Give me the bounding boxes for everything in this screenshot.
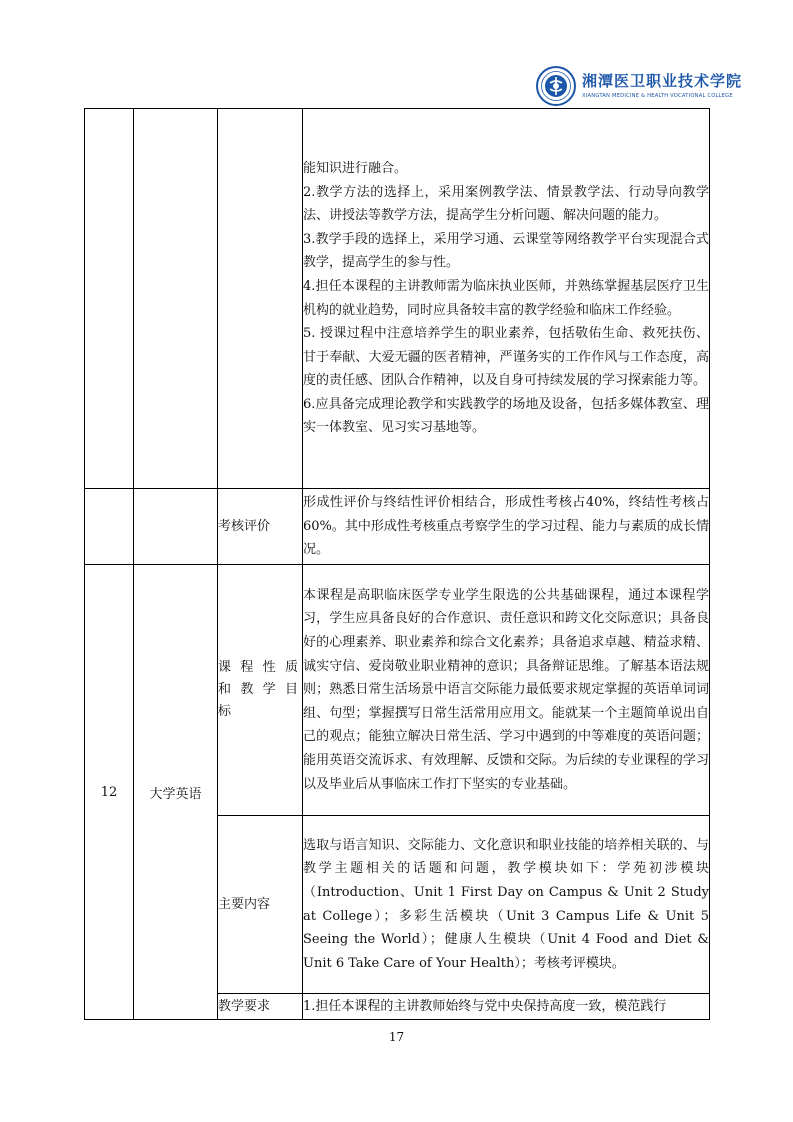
course-nature-text: 本课程是高职临床医学专业学生限选的公共基础课程，通过本课程学习，学生应具备良好的合作意识、责任意识和跨文化交际意识；具备良好的心理素养、职业素养和综合文化素养；具备追求卓越、精益求精、诚实守信、爱岗敬业职业精神的意识；具备辩证思维。了解基本语法规则；熟悉日常生活场景中语言交际能力最低要求规定掌握的英语单词词组、句型；掌握撰写日常生活常用应用文。能就某一个主题简单说出自己的观点；能独立解决日常生活、学习中遇到的中等难度的英语问题；能用英语交流诉求、有效理解、反馈和交际。为后续的专业课程的学习以及毕业后从事临床工作打下坚实的专业基础。 (303, 565, 710, 816)
table-row (85, 489, 710, 565)
page-number: 17 (388, 1030, 405, 1044)
college-emblem-icon (536, 66, 576, 106)
table-row (85, 565, 710, 816)
requirement-paragraph: 4.担任本课程的主讲教师需为临床执业医师，并熟练掌握基层医疗卫生机构的就业趋势，同时应具备较丰富的教学经验和临床工作经验。 (303, 278, 709, 318)
main-content-text: 选取与语言知识、交际能力、文化意识和职业技能的培养相关联的、与教学主题相关的话题和问题，教学模块如下：学苑初涉模块（Introduction、Unit 1 First Day on Campus & Unit 2 Study at College）；多彩生活模块（Unit 3 Campus Life & Unit 5 Seeing the World）；健康人生模块（Unit 4 Food and Diet & Unit 6 Take Care of Your Health）；考核考评模块。 (303, 816, 710, 994)
main-content-label: 主要内容 (218, 816, 303, 994)
teaching-requirements-label: 教学要求 (218, 994, 303, 1020)
requirement-paragraph: 2.教学方法的选择上，采用案例教学法、情景教学法、行动导向教学法、讲授法等教学方法，提高学生分析问题、解决问题的能力。 (303, 184, 709, 224)
item-label-cell (218, 109, 303, 489)
curriculum-table (84, 108, 710, 1020)
assessment-text: 形成性评价与终结性评价相结合，形成性考核占40%，终结性考核占60%。其中形成性考核重点考察学生的学习过程、能力与素质的成长情况。 (303, 489, 710, 565)
teaching-requirements-text: 1.担任本课程的主讲教师始终与党中央保持高度一致，模范践行 (303, 994, 710, 1020)
assessment-label: 考核评价 (218, 489, 303, 565)
college-name-cn: 湘潭医卫职业技术学院 (582, 72, 743, 90)
college-name-en: XIANGTAN MEDICINE & HEALTH VOCATIONAL COLLEGE (582, 93, 733, 99)
course-name-cell (134, 489, 218, 565)
course-name: 大学英语 (134, 565, 218, 1020)
requirement-paragraph: 能知识进行融合。 (303, 160, 408, 176)
index-cell (85, 489, 134, 565)
course-name-cell (134, 109, 218, 489)
teaching-requirements-continued (303, 109, 710, 489)
requirement-paragraph: 5. 授课过程中注意培养学生的职业素养，包括敬佑生命、救死扶伤、甘于奉献、大爱无疆的医者精神，严谨务实的工作作风与工作态度，高度的责任感、团队合作精神，以及自身可持续发展的学习探索能力等。 (303, 326, 709, 389)
requirement-paragraph: 3.教学手段的选择上，采用学习通、云课堂等网络教学平台实现混合式教学，提高学生的参与性。 (303, 231, 709, 271)
course-nature-label: 课程性质和教学目标 (218, 565, 303, 816)
requirement-paragraph: 6.应具备完成理论教学和实践教学的场地及设备，包括多媒体教室、理实一体教室、见习实习基地等。 (303, 396, 709, 436)
course-number: 12 (85, 565, 134, 1020)
index-cell (85, 109, 134, 489)
college-logo (536, 66, 743, 110)
table-row (85, 109, 710, 489)
